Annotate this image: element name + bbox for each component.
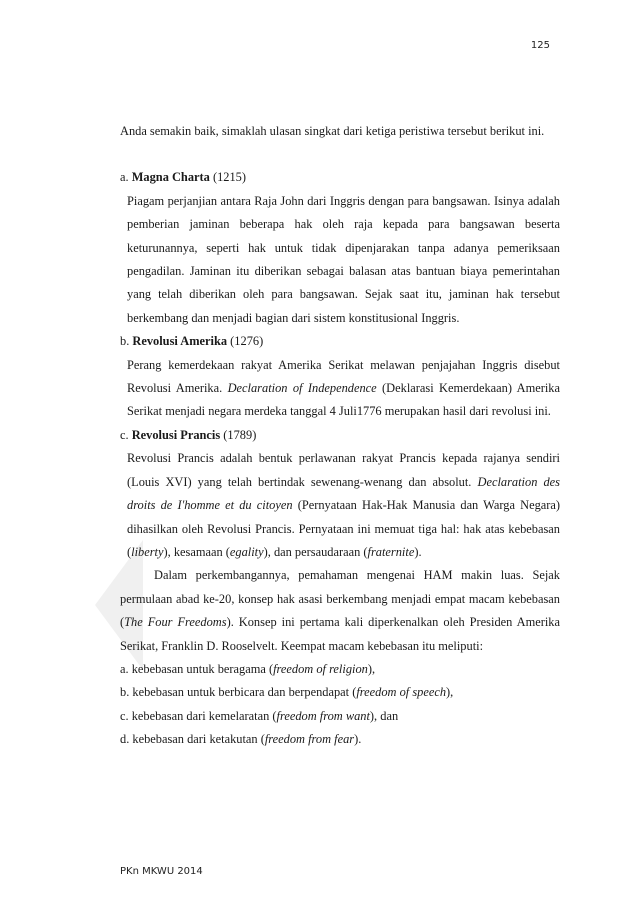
- intro-paragraph: Anda semakin baik, simaklah ulasan singkat dari ketiga peristiwa tersebut berikut ini.: [120, 124, 545, 138]
- item-c-body: Revolusi Prancis adalah bentuk perlawanan rakyat Prancis kepada rajanya sendiri (Louis XVI) yang telah bertindak sewenang-wenang dan absolut. Declaration des droits de I'homme et du citoyen (Pernyataan Hak-Hak Manusia dan Warga Negara) dihasilkan oleh Revolusi Prancis. Pernyataan ini memuat tiga hal: hak atas kebebasan (liberty), kesamaan (egality), dan persaudaraan (fraternite).: [127, 451, 561, 559]
- freedoms-paragraph: Dalam perkembangannya, pemahaman mengenai HAM makin luas. Sejak permulaan abad ke-20, konsep hak asasi berkembang menjadi empat macam kebebasan (The Four Freedoms). Konsep ini pertama kali diperkenalkan oleh Presiden Amerika Serikat, Franklin D. Rooselvelt. Keempat macam kebebasan itu meliputi:: [120, 568, 560, 653]
- item-a-heading: a. Magna Charta (1215): [120, 170, 247, 185]
- freedom-item: d. kebebasan dari ketakutan (freedom from fear).: [120, 732, 362, 747]
- freedom-item: c. kebebasan dari kemelaratan (freedom from want), dan: [120, 708, 399, 723]
- freedom-item: b. kebebasan untuk berbicara dan berpendapat (freedom of speech),: [120, 685, 454, 700]
- freedom-item: a. kebebasan untuk beragama (freedom of religion),: [120, 661, 376, 676]
- page-number: 125: [530, 40, 550, 51]
- item-c-heading: c. Revolusi Prancis (1789): [120, 427, 257, 442]
- page-content: [120, 120, 560, 752]
- page-footer: PKn MKWU 2014: [120, 866, 203, 877]
- item-a-body: Piagam perjanjian antara Raja John dari Inggris dengan para bangsawan. Isinya adalah pemberian jaminan beberapa hak oleh raja kepada para bangsawan beserta keturunannya, seperti hak untuk tidak dipenjarakan tanpa adanya pemeriksaan pengadilan. Jaminan itu diberikan sebagai balasan atas bantuan biaya pemerintahan yang telah diberikan oleh para bangsawan. Sejak saat itu, jaminan hak tersebut berkembang dan menjadi bagian dari sistem konstitusional Inggris.: [127, 193, 560, 325]
- item-c-title: Revolusi Prancis: [131, 427, 221, 442]
- item-a-title: Magna Charta: [131, 170, 210, 185]
- item-b-title: Revolusi Amerika: [132, 334, 228, 349]
- item-b-heading: b. Revolusi Amerika (1276): [120, 334, 264, 349]
- item-b-body: Perang kemerdekaan rakyat Amerika Serikat melawan penjajahan Inggris disebut Revolusi Amerika. Declaration of Independence (Deklarasi Kemerdekaan) Amerika Serikat menjadi negara merdeka tanggal 4 Juli1776 merupakan hasil dari revolusi ini.: [127, 357, 561, 419]
